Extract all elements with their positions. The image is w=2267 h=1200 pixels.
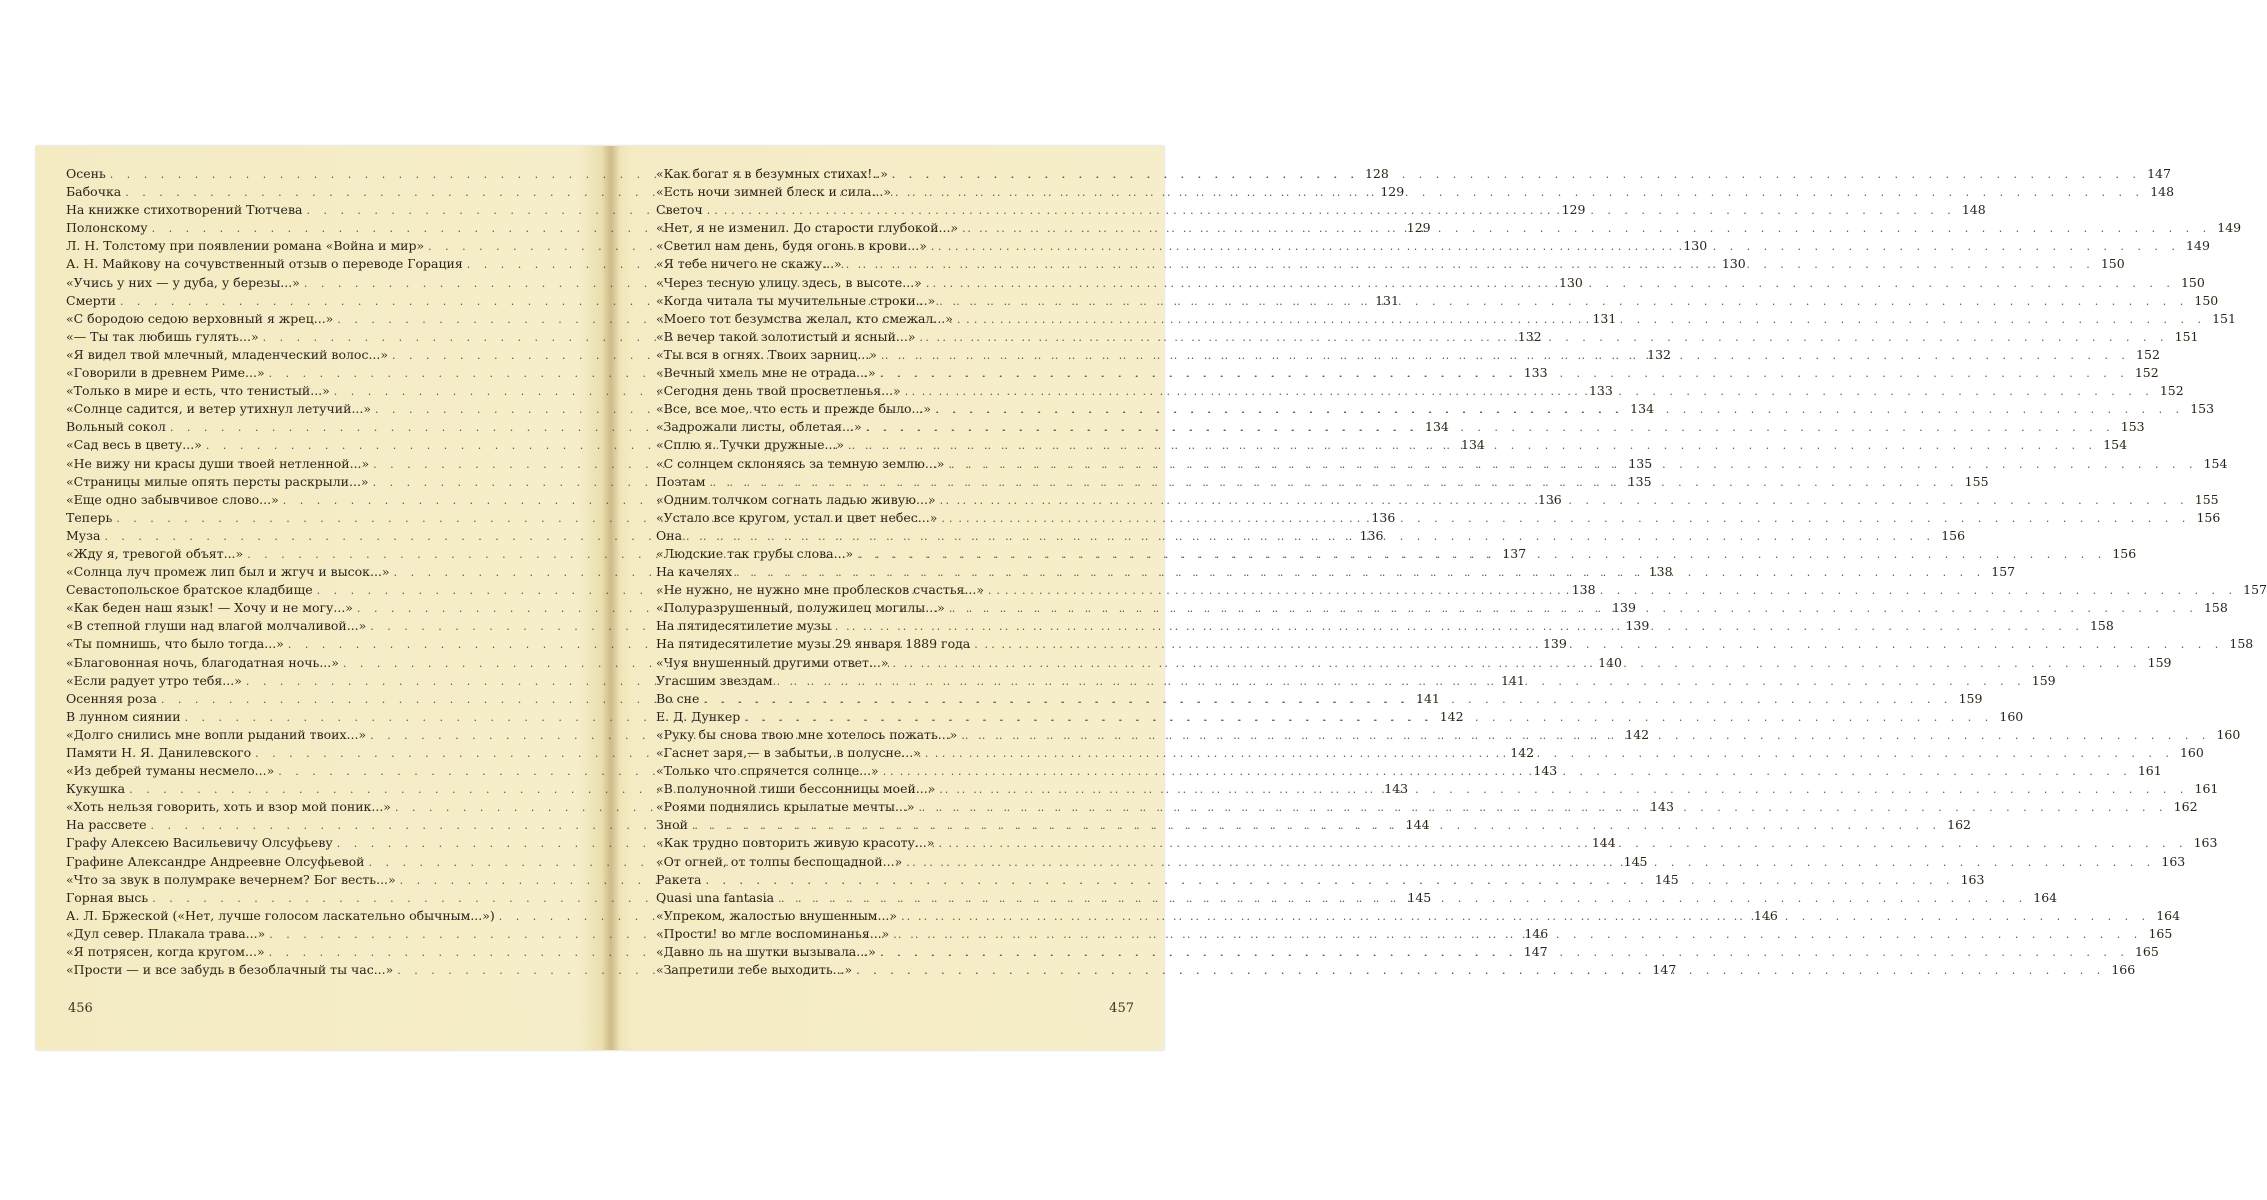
entry-page-number: 154: [2103, 437, 2128, 453]
entry-title: «Людские так грубы слова...»: [656, 545, 854, 561]
entry-title: На пятидесятилетие музы 29 января 1889 года: [656, 636, 971, 652]
entry-page-number: 165: [2148, 925, 2173, 941]
entry-page-number: 148: [1961, 202, 1986, 218]
entry-title: «Не нужно, не нужно мне проблесков счастья...»: [656, 582, 985, 598]
entry-page-number: 151: [2174, 328, 2199, 344]
entry-page-number: 150: [2194, 292, 2219, 308]
entry-page-number: 166: [2111, 962, 2136, 978]
dot-leader: [938, 837, 2187, 850]
entry-page-number: 139: [1542, 636, 1567, 652]
entry-page-number: 145: [1623, 853, 1648, 869]
entry-page-number: 160: [2216, 726, 2241, 742]
entry-title: Осенняя роза: [66, 690, 157, 706]
entry-title: «Давно ль на шутки вызывала...»: [656, 944, 876, 960]
entry-title: «Хоть нельзя говорить, хоть и взор мой поник...»: [66, 799, 391, 815]
entry-page-number: 150: [2100, 256, 2125, 272]
dot-leader: [866, 421, 2115, 434]
entry-page-number: 159: [1958, 690, 1983, 706]
dot-leader: [707, 204, 1956, 217]
entry-page-number: 129: [1406, 220, 1431, 236]
entry-title: «Я потрясен, когда кругом...»: [66, 944, 265, 960]
entry-page-number: 145: [1654, 871, 1679, 887]
entry-page-number: 133: [1523, 365, 1548, 381]
entry-page-number: 151: [2212, 310, 2236, 326]
dot-leader: [962, 222, 2211, 235]
entry-title: Угасшим звездам: [656, 672, 773, 688]
entry-title: Во сне: [656, 690, 700, 706]
entry-page-number: 162: [1947, 817, 1971, 833]
entry-page-number: 146: [1524, 925, 1549, 941]
dot-leader: [901, 907, 2150, 923]
dot-leader: [893, 654, 2142, 670]
entry-title: В лунном сиянии: [66, 708, 181, 724]
entry-title: «Только в мире и есть, что тенистый...»: [66, 383, 330, 399]
dot-leader: [710, 473, 1959, 489]
entry-title: «Только что спрячется солнце...»: [656, 763, 879, 779]
entry-page-number: 153: [2120, 419, 2145, 435]
entry-page-number: 159: [2031, 672, 2056, 688]
entry-title: «Вечный хмель мне не отрада...»: [656, 365, 876, 381]
entry-title: «Устало все кругом, устал и цвет небес...»: [656, 509, 938, 525]
entry-page-number: 137: [1502, 545, 1527, 561]
entry-page-number: 158: [2229, 636, 2254, 652]
entry-title: «Что за звук в полумраке вечернем? Бог весть...»: [66, 871, 396, 887]
entry-page-number: 135: [1628, 455, 1653, 471]
entry-title: «Все, все мое, что есть и прежде было...»: [656, 401, 932, 417]
entry-title: На пятидесятилетие музы: [656, 618, 831, 634]
entry-page-number: 154: [2203, 455, 2228, 471]
dot-leader: [906, 853, 2155, 869]
entry-page-number: 141: [1501, 672, 1525, 688]
entry-page-number: 131: [1375, 292, 1399, 308]
entry-title: «Еще одно забывчивое слово...»: [66, 491, 279, 507]
entry-title: Поэтам: [656, 473, 706, 489]
dot-leader: [939, 783, 2188, 796]
entry-title: Горная высь: [66, 889, 149, 905]
entry-page-number: 161: [2137, 763, 2162, 779]
entry-title: «От огней, от толпы беспощадной...»: [656, 853, 903, 869]
entry-title: «Светил нам день, будя огонь в крови...»: [656, 238, 927, 254]
dot-leader: [919, 801, 2168, 814]
entry-page-number: 147: [1652, 962, 1677, 978]
entry-page-number: 152: [2134, 365, 2159, 381]
entry-page-number: 158: [2089, 618, 2114, 634]
book-spread: [36, 146, 2267, 1050]
entry-title: На качелях: [656, 564, 733, 580]
entry-title: «Ты помнишь, что было тогда...»: [66, 636, 284, 652]
entry-title: «Гаснет заря,— в забытьи, в полусне...»: [656, 745, 921, 760]
dot-leader: [744, 708, 1993, 724]
entry-title: «Страницы милые опять персты раскрыли...»: [66, 473, 369, 489]
entry-title: Полонскому: [66, 220, 148, 236]
dot-leader: [895, 186, 2144, 199]
entry-page-number: 148: [2150, 184, 2175, 200]
entry-page-number: 161: [2194, 781, 2219, 797]
entry-title: «Сегодня день твой просветленья...»: [656, 383, 901, 399]
entry-page-number: 162: [2173, 799, 2198, 815]
entry-page-number: 130: [1558, 274, 1583, 290]
entry-page-number: 156: [1941, 527, 1966, 543]
entry-page-number: 139: [1612, 600, 1636, 616]
entry-title: «Как беден наш язык! — Хочу и не могу...»: [66, 600, 353, 616]
entry-page-number: 163: [1960, 871, 1985, 887]
dot-leader: [686, 527, 1935, 543]
dot-leader: [705, 871, 1954, 887]
entry-title: «Задрожали листы, облетая...»: [656, 419, 862, 435]
entry-title: «Говорили в древнем Риме...»: [66, 365, 265, 381]
dot-leader: [881, 346, 2130, 362]
entry-title: «В полуночной тиши бессонницы моей...»: [656, 781, 936, 797]
dot-leader: [948, 455, 2197, 471]
entry-page-number: 160: [1999, 708, 2024, 724]
entry-page-number: 128: [1364, 166, 1389, 181]
entry-title: «С бородою седою верховный я жрец...»: [66, 310, 334, 326]
entry-page-number: 155: [2194, 491, 2219, 507]
entry-title: «Долго снились мне вопли рыданий твоих...»: [66, 726, 367, 742]
entry-title: «Роями поднялись крылатые мечты...»: [656, 799, 915, 815]
dot-leader: [949, 602, 2198, 615]
entry-title: «Через тесную улицу здесь, в высоте...»: [656, 274, 922, 290]
entry-page-number: 132: [1517, 328, 1542, 344]
entry-page-number: 164: [2033, 889, 2058, 905]
entry-title: На рассвете: [66, 817, 147, 833]
entry-title: «Из дебрей туманы несмело...»: [66, 763, 275, 779]
entry-page-number: 134: [1461, 437, 1485, 453]
entry-page-number: 144: [1405, 817, 1430, 833]
entry-page-number: 157: [2243, 582, 2267, 598]
entry-page-number: 130: [1683, 238, 1708, 254]
entry-page-number: 134: [1425, 419, 1449, 435]
entry-title: «Запретили тебе выходить...»: [656, 962, 853, 978]
entry-title: «Одним толчком согнать ладью живую...»: [656, 491, 936, 507]
entry-title: «Я видел твой млечный, младенческий волос...»: [66, 346, 389, 362]
entry-page-number: 129: [1561, 202, 1586, 218]
entry-title: Муза: [66, 527, 101, 543]
entry-title: «Сплю я. Тучки дружные...»: [656, 437, 845, 453]
dot-leader: [957, 310, 2206, 326]
entry-page-number: 152: [2159, 383, 2184, 399]
entry-title: А. Н. Майкову на сочувственный отзыв о переводе Горация: [66, 256, 463, 272]
entry-title: «Когда читала ты мучительные строки...»: [656, 292, 936, 308]
entry-title: Л. Н. Толстому при появлении романа «Война и мир»: [66, 238, 425, 254]
entry-page-number: 132: [1647, 346, 1672, 362]
entry-title: «Прости! во мгле воспоминанья...»: [656, 925, 890, 941]
entry-title: Бабочка: [66, 184, 122, 200]
dot-leader: [778, 889, 2027, 905]
entry-page-number: 135: [1627, 473, 1652, 489]
dot-leader: [857, 545, 2106, 561]
entry-title: «Не вижу ни красы души твоей нетленной...»: [66, 455, 370, 471]
entry-page-number: 143: [1533, 763, 1558, 779]
entry-title: «В степной глуши над влагой молчаливой...»: [66, 618, 367, 634]
entry-title: Вольный сокол: [66, 419, 166, 435]
entry-page-number: 163: [2161, 853, 2186, 869]
entry-title: Смерти: [66, 292, 116, 308]
dot-leader: [893, 925, 2142, 941]
entry-title: «— Ты так любишь гулять...»: [66, 328, 259, 344]
entry-title: Кукушка: [66, 781, 126, 797]
dot-leader: [905, 385, 2154, 398]
entry-page-number: 159: [2147, 654, 2172, 670]
dot-leader: [920, 328, 2169, 344]
entry-title: «Сад весь в цвету...»: [66, 437, 202, 453]
entry-page-number: 138: [1571, 582, 1596, 598]
entry-page-number: 165: [2134, 944, 2159, 960]
entry-page-number: 140: [1598, 654, 1622, 670]
entry-title: Светоч: [656, 202, 703, 218]
entry-title: «Жду я, тревогой объят...»: [66, 545, 244, 561]
page-number-right: 457: [1109, 1001, 1134, 1016]
entry-page-number: 164: [2156, 907, 2181, 923]
entry-page-number: 149: [2217, 220, 2242, 236]
entry-title: А. Л. Бржеской («Нет, лучше голосом ласкательно обычным...»): [66, 907, 495, 923]
entry-title: «Моего тот безумства желал, кто смежал...»: [656, 310, 953, 326]
entry-page-number: 146: [1753, 907, 1778, 923]
entry-page-number: 144: [1591, 835, 1616, 851]
dot-leader: [736, 566, 1985, 579]
dot-leader: [931, 240, 2180, 253]
entry-page-number: 142: [1625, 726, 1650, 742]
entry-page-number: 145: [1407, 889, 1432, 905]
entry-title: Ракета: [656, 871, 702, 887]
entry-title: Памяти Н. Я. Данилевского: [66, 745, 252, 760]
entry-page-number: 143: [1650, 799, 1674, 815]
dot-leader: [856, 964, 2105, 977]
entry-title: «Прости — и все забудь в безоблачный ты час...»: [66, 962, 394, 978]
entry-page-number: 156: [2196, 509, 2221, 525]
entry-title: Графу Алексею Васильевичу Олсуфьеву: [66, 835, 333, 851]
entry-page-number: 139: [1625, 618, 1650, 634]
dot-leader: [939, 292, 2188, 308]
dot-leader: [974, 638, 2223, 651]
entry-title: Она: [656, 527, 683, 543]
entry-title: Севастопольское братское кладбище: [66, 582, 313, 598]
entry-title: «Солнца луч промеж лип был и жгуч и высок...»: [66, 564, 390, 580]
entry-title: «Есть ночи зимней блеск и сила...»: [656, 184, 892, 200]
entry-page-number: 142: [1510, 745, 1535, 760]
entry-title: «Солнце садится, и ветер утихнул летучий...»: [66, 401, 372, 417]
entry-page-number: 152: [2136, 346, 2160, 362]
entry-page-number: 129: [1380, 184, 1405, 200]
entry-page-number: 130: [1721, 256, 1746, 272]
entry-page-number: 131: [1592, 310, 1617, 326]
dot-leader: [988, 584, 2237, 597]
entry-title: На книжке стихотворений Тютчева: [66, 202, 303, 218]
entry-title: «Как трудно повторить живую красоту...»: [656, 835, 935, 851]
dot-leader: [961, 726, 2210, 742]
entry-page-number: 136: [1537, 491, 1562, 507]
entry-title: «Я тебе ничего не скажу...»: [656, 256, 842, 272]
entry-page-number: 136: [1359, 527, 1384, 543]
entry-title: «Полуразрушенный, полужилец могилы...»: [656, 600, 945, 616]
dot-leader: [880, 367, 2129, 380]
entry-page-number: 163: [2193, 835, 2218, 851]
entry-title: Quasi una fantasia: [656, 889, 775, 905]
dot-leader: [940, 491, 2189, 507]
dot-leader: [883, 765, 2132, 778]
entry-title: Теперь: [66, 509, 113, 525]
dot-leader: [848, 439, 2097, 452]
entry-page-number: 138: [1648, 564, 1673, 580]
entry-title: Зной: [656, 817, 688, 833]
dot-leader: [835, 620, 2084, 633]
entry-page-number: 158: [2203, 600, 2228, 616]
entry-title: «Чуя внушенный другими ответ...»: [656, 654, 889, 670]
entry-page-number: 142: [1439, 708, 1464, 724]
dot-leader: [926, 274, 2175, 290]
entry-title: «Благовонная ночь, благодатная ночь...»: [66, 654, 339, 670]
page-number-left: 456: [68, 1001, 93, 1016]
entry-title: Е. Д. Дункер: [656, 708, 741, 724]
entry-title: «С солнцем склоняясь за темную землю...»: [656, 455, 945, 471]
entry-page-number: 160: [2179, 745, 2204, 760]
entry-page-number: 147: [1523, 944, 1548, 960]
entry-page-number: 136: [1371, 509, 1396, 525]
entry-title: «Если радует утро тебя...»: [66, 672, 242, 688]
entry-title: «Упреком, жалостью внушенным...»: [656, 907, 898, 923]
entry-page-number: 157: [1991, 564, 2016, 580]
entry-title: «Дул север. Плакала трава...»: [66, 925, 266, 941]
entry-title: Осень: [66, 166, 106, 181]
entry-title: «В вечер такой золотистый и ясный...»: [656, 328, 916, 344]
entry-page-number: 149: [2186, 238, 2210, 254]
dot-leader: [846, 258, 2095, 271]
entry-page-number: 147: [2147, 166, 2171, 181]
entry-title: «Учись у них — у дуба, у березы...»: [66, 274, 300, 290]
entry-title: «Руку бы снова твою мне хотелось пожать...»: [656, 726, 958, 742]
dot-leader: [892, 168, 2141, 181]
entry-title: «Ты вся в огнях. Твоих зарниц...»: [656, 346, 877, 362]
entry-page-number: 150: [2180, 274, 2205, 290]
entry-page-number: 155: [1964, 473, 1989, 489]
entry-title: Графине Александре Андреевне Олсуфьевой: [66, 853, 365, 869]
dot-leader: [703, 690, 1952, 706]
dot-leader: [692, 819, 1941, 832]
entry-page-number: 133: [1588, 383, 1613, 399]
dot-leader: [941, 509, 2190, 525]
entry-page-number: 141: [1416, 690, 1440, 706]
dot-leader: [880, 946, 2129, 959]
dot-leader: [925, 747, 2174, 760]
entry-title: «Как богат я в безумных стихах!..»: [656, 166, 888, 181]
dot-leader: [935, 403, 2184, 416]
entry-page-number: 143: [1384, 781, 1409, 797]
entry-page-number: 153: [2190, 401, 2215, 417]
entry-page-number: 134: [1630, 401, 1655, 417]
entry-page-number: 156: [2112, 545, 2137, 561]
entry-title: «Нет, я не изменил. До старости глубокой...»: [656, 220, 959, 236]
dot-leader: [777, 672, 2026, 688]
